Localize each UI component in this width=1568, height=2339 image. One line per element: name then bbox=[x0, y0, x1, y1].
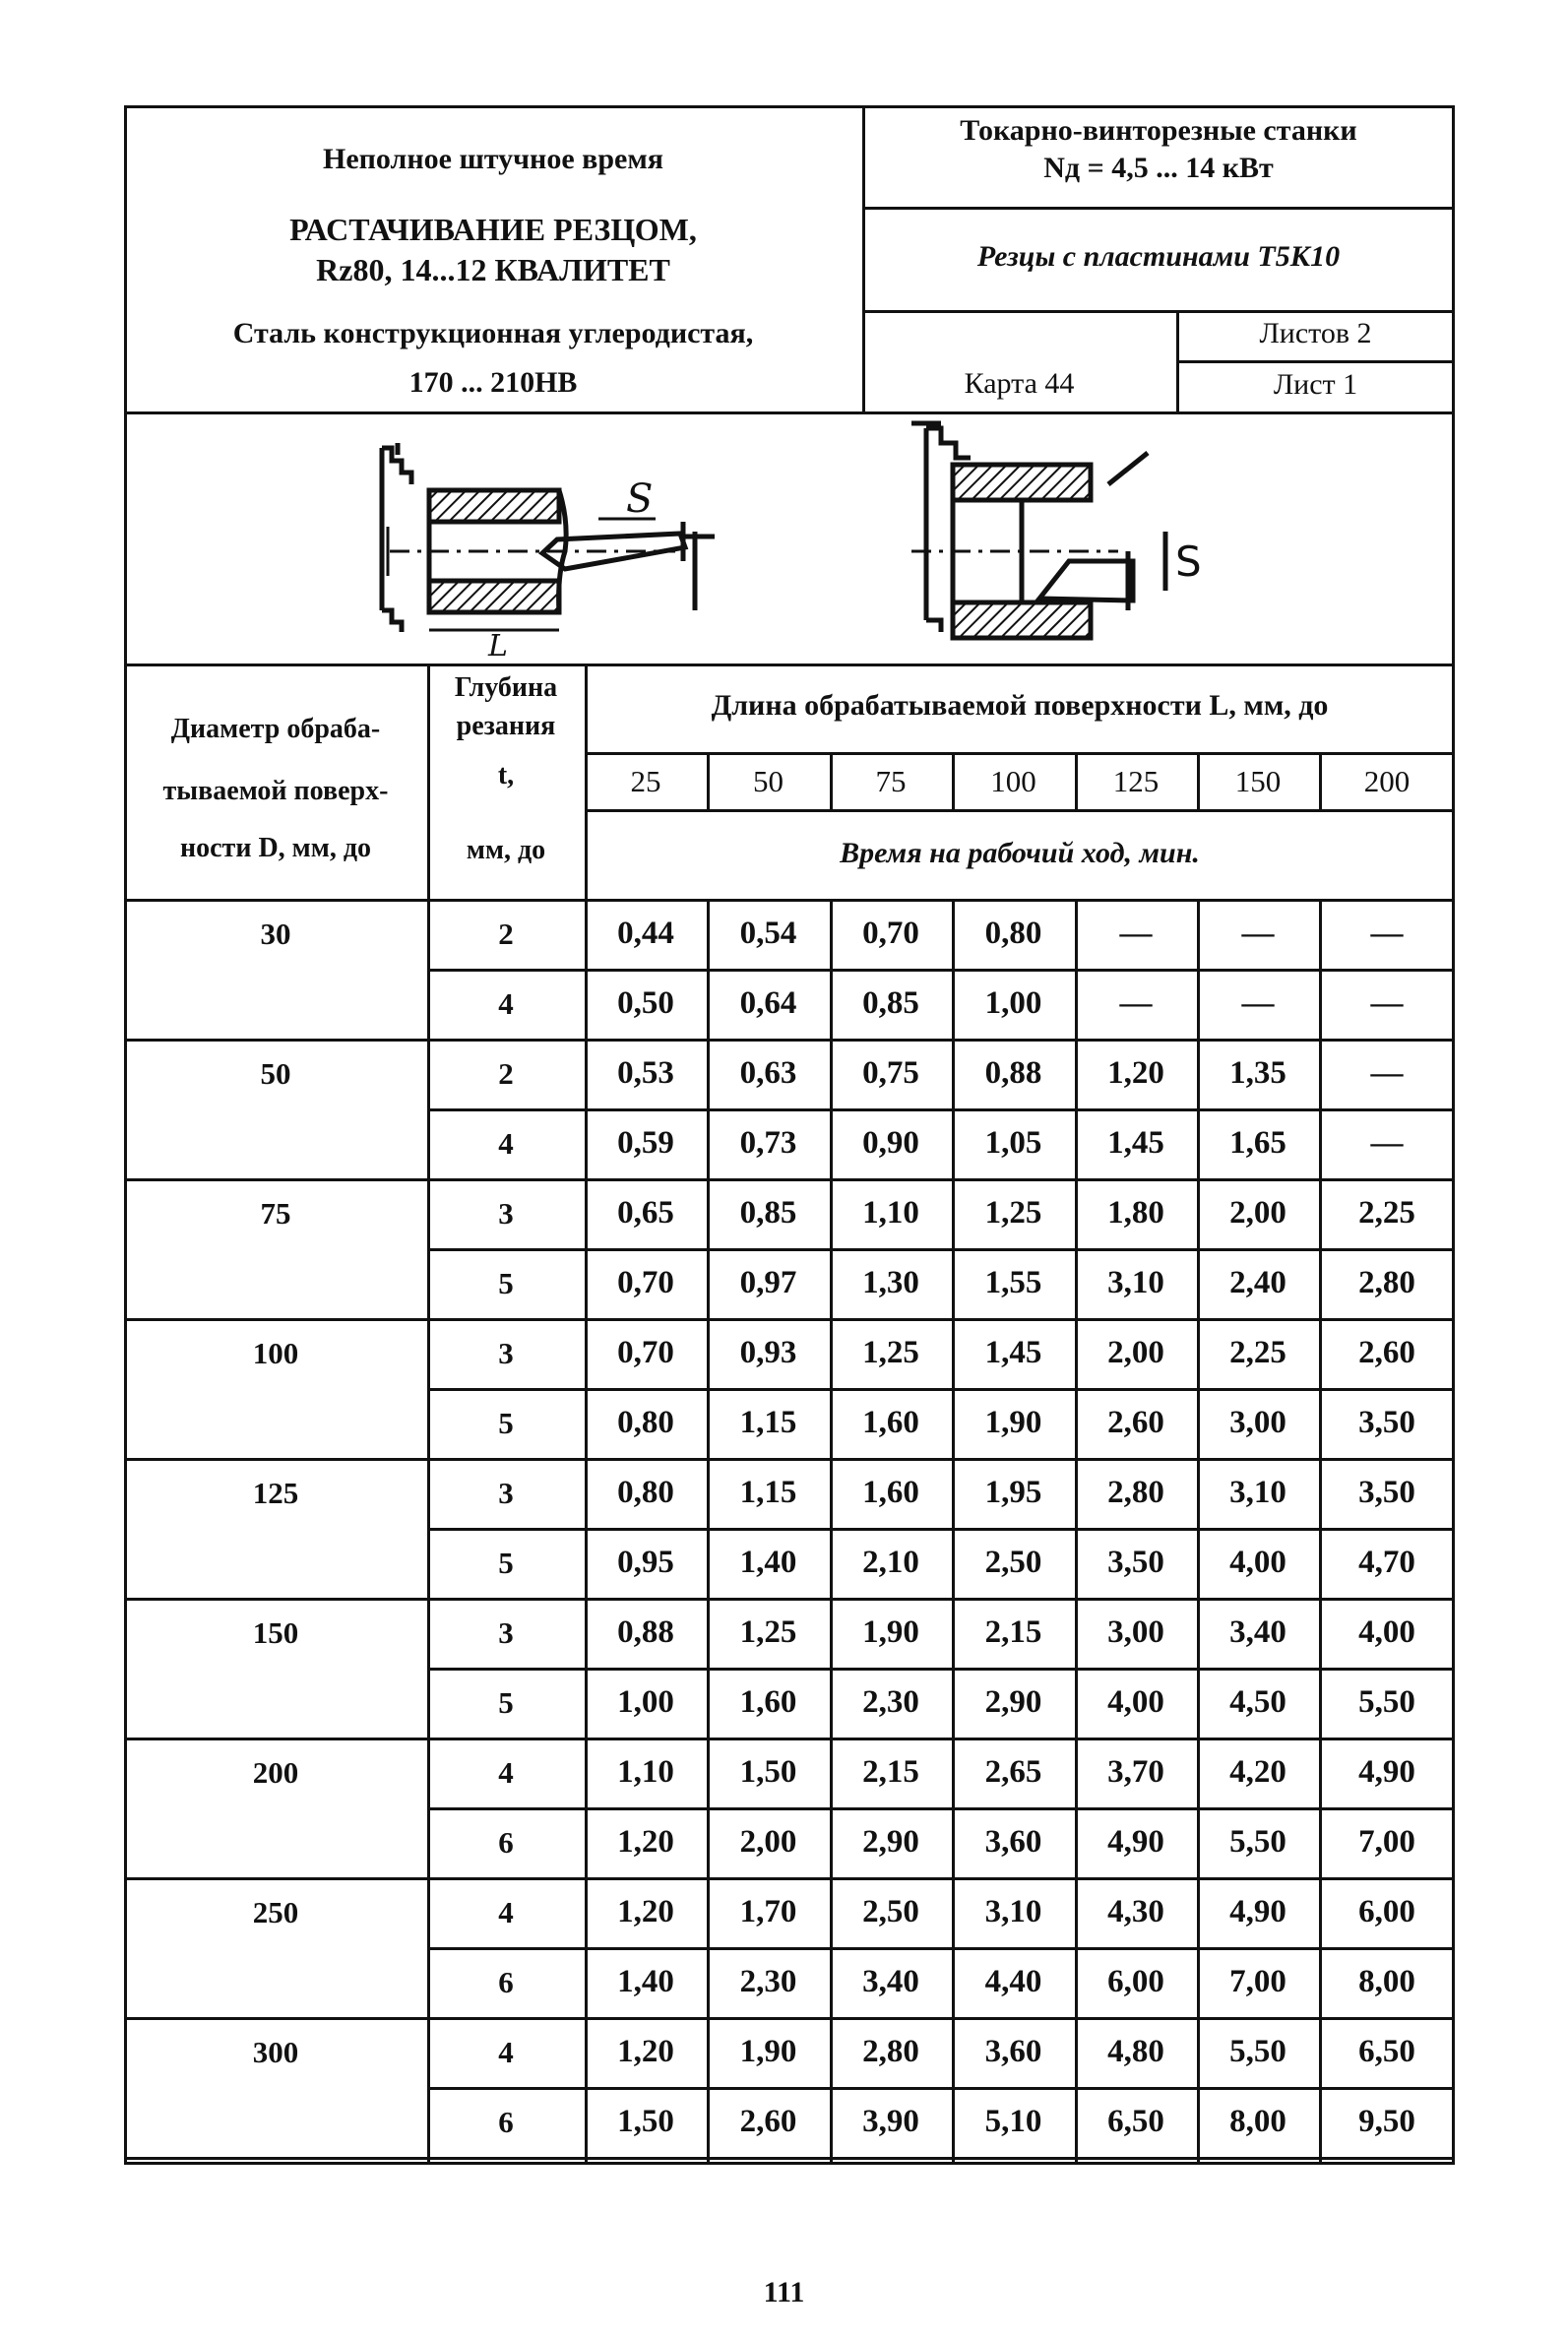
time-cell: 4,80 bbox=[1107, 2034, 1164, 2069]
time-cell: 1,45 bbox=[1107, 1125, 1164, 1161]
time-cell: 4,90 bbox=[1107, 1824, 1164, 1860]
time-cell: 1,00 bbox=[617, 1684, 674, 1720]
title-operation: РАСТАЧИВАНИЕ РЕЗЦОМ, bbox=[289, 212, 697, 247]
time-cell: 2,30 bbox=[739, 1964, 797, 1999]
time-cell: 0,93 bbox=[739, 1335, 797, 1370]
time-cell: 2,80 bbox=[862, 2034, 919, 2069]
time-cell: 1,80 bbox=[1107, 1195, 1164, 1231]
title-quality: Rz80, 14...12 КВАЛИТЕТ bbox=[316, 252, 670, 287]
time-cell: 0,54 bbox=[739, 916, 797, 951]
length-col-sep bbox=[707, 752, 710, 809]
depth-cell: 4 bbox=[498, 1125, 514, 1161]
time-cell: 9,50 bbox=[1358, 2104, 1415, 2139]
time-cell: 3,50 bbox=[1107, 1545, 1164, 1580]
depth-cell: 2 bbox=[498, 916, 514, 951]
time-cell: 0,70 bbox=[617, 1335, 674, 1370]
depth-cell: 3 bbox=[498, 1475, 514, 1510]
col2-header-line2: резания bbox=[456, 711, 556, 741]
diameter-cell: 100 bbox=[252, 1335, 299, 1370]
time-cell: 2,80 bbox=[1358, 1265, 1415, 1300]
time-cell: — bbox=[1370, 1055, 1404, 1091]
time-cell: 1,90 bbox=[739, 2034, 797, 2069]
time-cell: 1,90 bbox=[984, 1405, 1042, 1440]
time-cell: 2,00 bbox=[1107, 1335, 1164, 1370]
sheets-total: Листов 2 bbox=[1259, 317, 1372, 349]
time-cell: 0,97 bbox=[739, 1265, 797, 1300]
time-cell: 1,70 bbox=[739, 1894, 797, 1929]
time-cell: 4,20 bbox=[1229, 1754, 1286, 1790]
length-value-200: 200 bbox=[1363, 764, 1411, 798]
time-cell: 0,75 bbox=[862, 1055, 919, 1091]
depth-cell: 3 bbox=[498, 1195, 514, 1231]
time-cell: 0,50 bbox=[617, 985, 674, 1021]
tool-type: Резцы с пластинами Т5К10 bbox=[976, 240, 1341, 273]
depth-cell: 6 bbox=[498, 1964, 514, 1999]
length-value-50: 50 bbox=[753, 764, 784, 798]
time-cell: 8,00 bbox=[1229, 2104, 1286, 2139]
time-cell: 1,35 bbox=[1229, 1055, 1286, 1091]
time-cell: 3,40 bbox=[862, 1964, 919, 1999]
length-header: Длина обрабатываемой поверхности L, мм, до bbox=[711, 689, 1329, 722]
time-cell: 0,53 bbox=[617, 1055, 674, 1091]
title-hardness: 170 ... 210НВ bbox=[408, 366, 578, 399]
workpiece-right bbox=[911, 465, 1118, 638]
time-cell: 0,88 bbox=[617, 1614, 674, 1650]
time-cell: 1,40 bbox=[739, 1545, 797, 1580]
time-cell: 4,50 bbox=[1229, 1684, 1286, 1720]
time-cell: 3,60 bbox=[984, 2034, 1042, 2069]
time-cell: 1,60 bbox=[739, 1684, 797, 1720]
time-cell: 5,50 bbox=[1229, 1824, 1286, 1860]
time-cell: 2,80 bbox=[1107, 1475, 1164, 1510]
time-cell: 6,50 bbox=[1107, 2104, 1164, 2139]
time-cell: 2,50 bbox=[862, 1894, 919, 1929]
time-cell: 1,20 bbox=[617, 1894, 674, 1929]
time-cell: 0,64 bbox=[739, 985, 797, 1021]
time-cell: 0,80 bbox=[984, 916, 1042, 951]
time-cell: 2,60 bbox=[1358, 1335, 1415, 1370]
lengths-rule bbox=[585, 809, 1455, 812]
time-cell: 2,25 bbox=[1358, 1195, 1415, 1231]
header-rule-1 bbox=[862, 207, 1455, 210]
col1-header-line3: ности D, мм, до bbox=[180, 833, 371, 863]
time-cell: 3,90 bbox=[862, 2104, 919, 2139]
time-cell: 4,00 bbox=[1107, 1684, 1164, 1720]
machine-power: Nд = 4,5 ... 14 кВт bbox=[1043, 152, 1274, 184]
length-value-100: 100 bbox=[990, 764, 1036, 798]
time-cell: 5,50 bbox=[1229, 2034, 1286, 2069]
time-cell: 1,10 bbox=[617, 1754, 674, 1790]
length-col-sep bbox=[1319, 752, 1322, 809]
time-cell: 1,60 bbox=[862, 1405, 919, 1440]
time-cell: 7,00 bbox=[1229, 1964, 1286, 1999]
depth-cell: 6 bbox=[498, 2104, 514, 2139]
length-value-25: 25 bbox=[630, 764, 661, 798]
col2-header-line4: мм, до bbox=[466, 835, 546, 865]
title-material: Сталь конструкционная углеродистая, bbox=[232, 317, 754, 349]
length-col-sep bbox=[952, 752, 955, 809]
time-cell: 6,50 bbox=[1358, 2034, 1415, 2069]
length-value-75: 75 bbox=[875, 764, 907, 798]
time-cell: 1,90 bbox=[862, 1614, 919, 1650]
diameter-cell: 150 bbox=[252, 1614, 299, 1650]
time-cell: 1,20 bbox=[1107, 1055, 1164, 1091]
col2-header-line1: Глубина bbox=[454, 672, 558, 703]
time-cell: 2,60 bbox=[1107, 1405, 1164, 1440]
time-cell: 6,00 bbox=[1107, 1964, 1164, 1999]
time-cell: 0,59 bbox=[617, 1125, 674, 1161]
time-cell: 3,10 bbox=[1107, 1265, 1164, 1300]
time-cell: 1,20 bbox=[617, 2034, 674, 2069]
depth-cell: 4 bbox=[498, 1894, 514, 1929]
time-cell: — bbox=[1119, 985, 1153, 1021]
boring-diagram bbox=[124, 413, 1455, 664]
time-cell: 0,70 bbox=[862, 916, 919, 951]
depth-cell: 5 bbox=[498, 1545, 514, 1580]
time-cell: 2,65 bbox=[984, 1754, 1042, 1790]
time-cell: 4,00 bbox=[1229, 1545, 1286, 1580]
time-cell: 0,65 bbox=[617, 1195, 674, 1231]
col2-header-line3: t, bbox=[497, 760, 515, 790]
time-cell: 4,40 bbox=[984, 1964, 1042, 1999]
time-cell: 0,95 bbox=[617, 1545, 674, 1580]
time-cell: 3,50 bbox=[1358, 1405, 1415, 1440]
time-cell: 0,80 bbox=[617, 1405, 674, 1440]
time-cell: — bbox=[1241, 916, 1275, 951]
time-cell: 0,63 bbox=[739, 1055, 797, 1091]
time-cell: — bbox=[1119, 916, 1153, 951]
depth-cell: 4 bbox=[498, 1754, 514, 1790]
time-cell: 1,55 bbox=[984, 1265, 1042, 1300]
time-cell: 1,95 bbox=[984, 1475, 1042, 1510]
depth-cell: 5 bbox=[498, 1265, 514, 1300]
time-cell: 7,00 bbox=[1358, 1824, 1415, 1860]
time-cell: 3,50 bbox=[1358, 1475, 1415, 1510]
time-cell: 1,40 bbox=[617, 1964, 674, 1999]
time-cell: 1,25 bbox=[984, 1195, 1042, 1231]
time-cell: 1,25 bbox=[739, 1614, 797, 1650]
col1-header-line1: Диаметр обраба- bbox=[170, 714, 381, 744]
time-cell: 4,30 bbox=[1107, 1894, 1164, 1929]
time-cell: 8,00 bbox=[1358, 1964, 1415, 1999]
time-cell: 0,85 bbox=[862, 985, 919, 1021]
feed-label-right: S bbox=[1175, 537, 1202, 586]
diameter-cell: 75 bbox=[260, 1195, 291, 1231]
time-cell: 0,80 bbox=[617, 1475, 674, 1510]
time-cell: 3,60 bbox=[984, 1824, 1042, 1860]
time-cell: 3,10 bbox=[984, 1894, 1042, 1929]
length-col-sep bbox=[830, 752, 833, 809]
depth-cell: 3 bbox=[498, 1614, 514, 1650]
diameter-cell: 300 bbox=[252, 2034, 299, 2069]
time-cell: 4,70 bbox=[1358, 1545, 1415, 1580]
card-number: Карта 44 bbox=[964, 367, 1075, 400]
time-cell: 2,40 bbox=[1229, 1265, 1286, 1300]
time-cell: 1,10 bbox=[862, 1195, 919, 1231]
length-col-sep bbox=[1197, 752, 1200, 809]
time-cell: 1,25 bbox=[862, 1335, 919, 1370]
depth-cell: 2 bbox=[498, 1055, 514, 1091]
depth-cell: 6 bbox=[498, 1824, 514, 1860]
time-cell: 0,44 bbox=[617, 916, 674, 951]
time-cell: 2,15 bbox=[862, 1754, 919, 1790]
time-cell: 2,60 bbox=[739, 2104, 797, 2139]
time-cell: 4,90 bbox=[1358, 1754, 1415, 1790]
diameter-cell: 200 bbox=[252, 1754, 299, 1790]
time-header: Время на рабочий ход, мин. bbox=[840, 837, 1200, 869]
sheet-number: Лист 1 bbox=[1273, 368, 1358, 401]
diagram-bottom-rule bbox=[124, 664, 1455, 666]
time-cell: 1,60 bbox=[862, 1475, 919, 1510]
machine-type: Токарно-винторезные станки bbox=[960, 114, 1357, 147]
time-cell: — bbox=[1241, 985, 1275, 1021]
time-cell: 5,50 bbox=[1358, 1684, 1415, 1720]
diameter-cell: 30 bbox=[260, 916, 291, 951]
time-cell: 0,73 bbox=[739, 1125, 797, 1161]
time-cell: 0,90 bbox=[862, 1125, 919, 1161]
header-rule-4 bbox=[1176, 360, 1455, 363]
time-cell: 3,00 bbox=[1229, 1405, 1286, 1440]
length-col-sep bbox=[1075, 752, 1078, 809]
page-number: 111 bbox=[763, 2276, 805, 2308]
time-cell: 2,50 bbox=[984, 1545, 1042, 1580]
time-cell: 2,90 bbox=[862, 1824, 919, 1860]
length-value-150: 150 bbox=[1234, 764, 1282, 798]
time-cell: — bbox=[1370, 1125, 1404, 1161]
time-cell: 2,30 bbox=[862, 1684, 919, 1720]
time-cell: 1,00 bbox=[984, 985, 1042, 1021]
time-cell: — bbox=[1370, 985, 1404, 1021]
time-cell: 2,10 bbox=[862, 1545, 919, 1580]
time-cell: 2,15 bbox=[984, 1614, 1042, 1650]
time-cell: 1,15 bbox=[739, 1405, 797, 1440]
length-value-125: 125 bbox=[1112, 764, 1160, 798]
time-cell: 1,15 bbox=[739, 1475, 797, 1510]
diameter-cell: 50 bbox=[260, 1055, 291, 1091]
diameter-cell: 125 bbox=[252, 1475, 299, 1510]
depth-cell: 5 bbox=[498, 1684, 514, 1720]
title-time-type: Неполное штучное время bbox=[322, 143, 664, 175]
diameter-cell: 250 bbox=[252, 1894, 299, 1929]
time-cell: 5,10 bbox=[984, 2104, 1042, 2139]
col1-header-line2: тываемой поверх- bbox=[162, 776, 389, 806]
time-cell: 2,25 bbox=[1229, 1335, 1286, 1370]
time-cell: 6,00 bbox=[1358, 1894, 1415, 1929]
time-cell: 1,50 bbox=[739, 1754, 797, 1790]
depth-cell: 4 bbox=[498, 2034, 514, 2069]
time-cell: 3,10 bbox=[1229, 1475, 1286, 1510]
time-cell: 2,90 bbox=[984, 1684, 1042, 1720]
time-cell: 4,90 bbox=[1229, 1894, 1286, 1929]
time-cell: 1,05 bbox=[984, 1125, 1042, 1161]
time-cell: 1,20 bbox=[617, 1824, 674, 1860]
depth-cell: 5 bbox=[498, 1405, 514, 1440]
feed-label-left: S bbox=[626, 476, 654, 522]
time-cell: 3,40 bbox=[1229, 1614, 1286, 1650]
depth-cell: 4 bbox=[498, 985, 514, 1021]
header-rule-2 bbox=[862, 310, 1455, 313]
time-cell: — bbox=[1370, 916, 1404, 951]
time-cell: 1,30 bbox=[862, 1265, 919, 1300]
time-cell: 1,45 bbox=[984, 1335, 1042, 1370]
length-label: L bbox=[488, 629, 508, 664]
time-cell: 2,00 bbox=[1229, 1195, 1286, 1231]
time-cell: 2,00 bbox=[739, 1824, 797, 1860]
group-rule bbox=[124, 2157, 1455, 2160]
time-cell: 4,00 bbox=[1358, 1614, 1415, 1650]
time-cell: 0,70 bbox=[617, 1265, 674, 1300]
time-cell: 1,50 bbox=[617, 2104, 674, 2139]
time-cell: 3,70 bbox=[1107, 1754, 1164, 1790]
time-cell: 0,85 bbox=[739, 1195, 797, 1231]
time-cell: 3,00 bbox=[1107, 1614, 1164, 1650]
time-cell: 1,65 bbox=[1229, 1125, 1286, 1161]
time-cell: 0,88 bbox=[984, 1055, 1042, 1091]
depth-cell: 3 bbox=[498, 1335, 514, 1370]
